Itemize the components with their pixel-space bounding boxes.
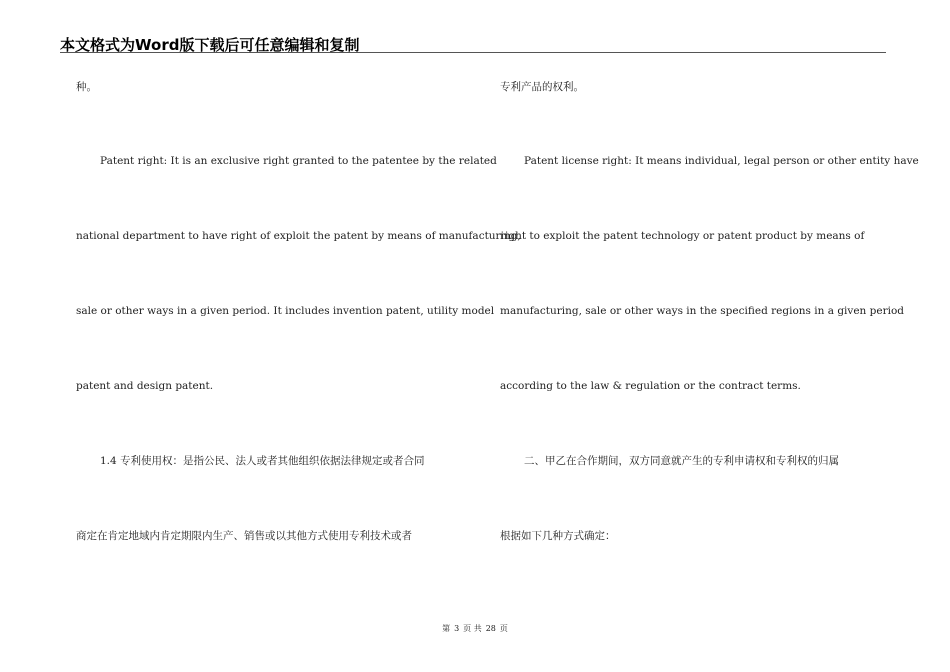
left-line-5: patent and design patent.: [76, 380, 214, 392]
page-footer: [0, 623, 950, 634]
footer-total-pages: 28: [485, 624, 496, 633]
footer-middle: 页 共: [463, 624, 482, 633]
right-line-5: according to the law & regulation or the contract terms.: [500, 380, 801, 392]
document-header-title: 本文格式为Word版下载后可任意编辑和复制: [60, 36, 360, 54]
left-line-4: sale or other ways in a given period. It includes invention patent, utility model: [76, 305, 495, 317]
right-line-6: 二、甲乙在合作期间，双方同意就产生的专利申请权和专利权的归属: [524, 455, 839, 467]
footer-current-page: 3: [454, 624, 460, 633]
left-line-2: Patent right: It is an exclusive right granted to the patentee by the related: [100, 155, 497, 167]
left-line-1: 种。: [76, 81, 97, 93]
left-line-3: national department to have right of exploit the patent by means of manufacturing,: [76, 230, 521, 242]
right-line-1: 专利产品的权利。: [500, 81, 584, 93]
left-line-7: 商定在肯定地域内肯定期限内生产、销售或以其他方式使用专利技术或者: [76, 530, 412, 542]
right-line-2: Patent license right: It means individual, legal person or other entity have: [524, 155, 919, 167]
right-line-7: 根据如下几种方式确定：: [500, 530, 616, 542]
header-divider: [60, 52, 886, 53]
left-line-6: 1.4 专利使用权：是指公民、法人或者其他组织依据法律规定或者合同: [100, 455, 425, 467]
right-line-3: right to exploit the patent technology or patent product by means of: [500, 230, 865, 242]
footer-prefix: 第: [442, 624, 451, 633]
footer-suffix: 页: [499, 624, 508, 633]
right-line-4: manufacturing, sale or other ways in the specified regions in a given period: [500, 305, 904, 317]
